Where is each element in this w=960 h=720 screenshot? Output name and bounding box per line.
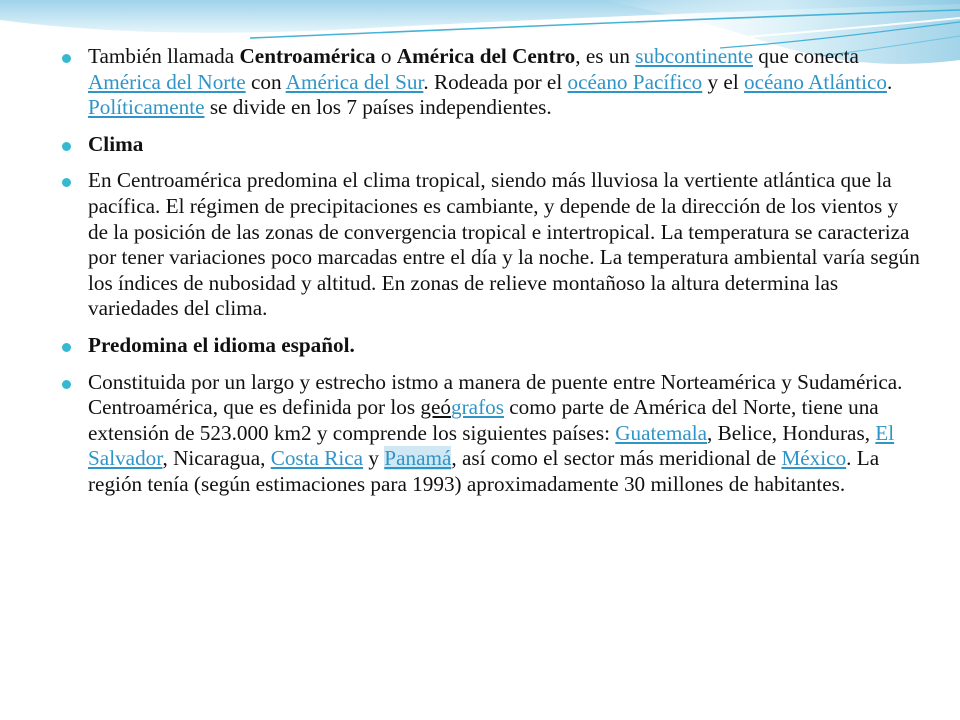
bullet-clima (62, 132, 920, 158)
geo-text-1: Constituida por un largo y estrecho istmo a manera de puente entre Norteamérica y Sudamérica. Centroamérica, que es definida por los (88, 369, 903, 420)
bullet-dot-icon (62, 380, 71, 389)
geo-text-6: , así como el sector más meridional de (451, 446, 782, 471)
intro-text-7: y el (702, 69, 745, 94)
link-guatemala[interactable]: Guatemala (615, 420, 708, 445)
link-america-del-sur[interactable]: América del Sur (285, 69, 424, 94)
bullet-idioma (62, 333, 920, 359)
term-centroamerica: Centroamérica (239, 44, 376, 68)
link-oceano-atlantico[interactable]: océano Atlántico (744, 69, 887, 94)
geo-text-2: como parte de América del Norte, tiene una extensión de 523.000 km2 y comprende los siguientes países: (88, 395, 879, 445)
link-panama[interactable]: Panamá (384, 446, 452, 471)
link-america-del-norte[interactable]: América del Norte (88, 69, 246, 94)
intro-text-1: También llamada (88, 44, 240, 68)
bullet-dot-icon (62, 142, 71, 151)
intro-text-9: se divide en los 7 países independientes. (204, 95, 552, 120)
intro-text-4: que conecta (752, 44, 859, 68)
link-costa-rica[interactable]: Costa Rica (270, 446, 364, 471)
intro-text-6: . Rodeada por el (423, 69, 568, 94)
content-area (62, 44, 920, 509)
bullet-dot-icon (62, 54, 71, 63)
geo-text-3: , Belice, Honduras, (707, 420, 876, 445)
geo-text-4: , Nicaragua, (162, 446, 271, 471)
heading-clima: Clima (88, 131, 144, 156)
link-subcontinente[interactable]: subcontinente (635, 44, 753, 68)
link-geografos[interactable]: grafos (451, 395, 504, 420)
idioma-text: Predomina el idioma español. (88, 332, 355, 357)
link-el-salvador[interactable]: El Salvador (88, 420, 895, 471)
bullet-clima-description (62, 168, 920, 322)
intro-text-8: . (886, 69, 893, 94)
geo-text-5: y (363, 446, 385, 471)
intro-text-2: o (375, 44, 397, 68)
link-oceano-pacifico[interactable]: océano Pacífico (567, 69, 703, 94)
geo-text-7: . La región tenía (según estimaciones para 1993) aproximadamente 30 millones de habitantes. (88, 446, 880, 496)
bullet-intro (62, 44, 920, 121)
link-mexico[interactable]: México (781, 446, 847, 471)
intro-text-3: , es un (575, 44, 636, 68)
bullet-geografia (62, 370, 920, 498)
intro-text-5: con (245, 69, 286, 94)
bullet-dot-icon (62, 343, 71, 352)
term-america-del-centro: América del Centro (396, 44, 576, 68)
bullet-list (62, 44, 920, 498)
link-politicamente[interactable]: Políticamente (88, 95, 205, 120)
geo-underlined-geo: geó (420, 395, 452, 420)
clima-description-text: En Centroamérica predomina el clima tropical, siendo más lluviosa la vertiente atlántica que la pacífica. El régimen de precipitaciones es cambiante, y depende de la dirección de los vientos y de la posición de las zonas de convergencia tropical e intertropical. La temperatura se caracteriza por tener variaciones poco marcadas entre el día y la noche. La temperatura ambiental varía según los índices de nubosidad y altitud. En zonas de relieve montañoso la altura determina las variedades del clima. (88, 168, 920, 321)
bullet-dot-icon (62, 178, 71, 187)
